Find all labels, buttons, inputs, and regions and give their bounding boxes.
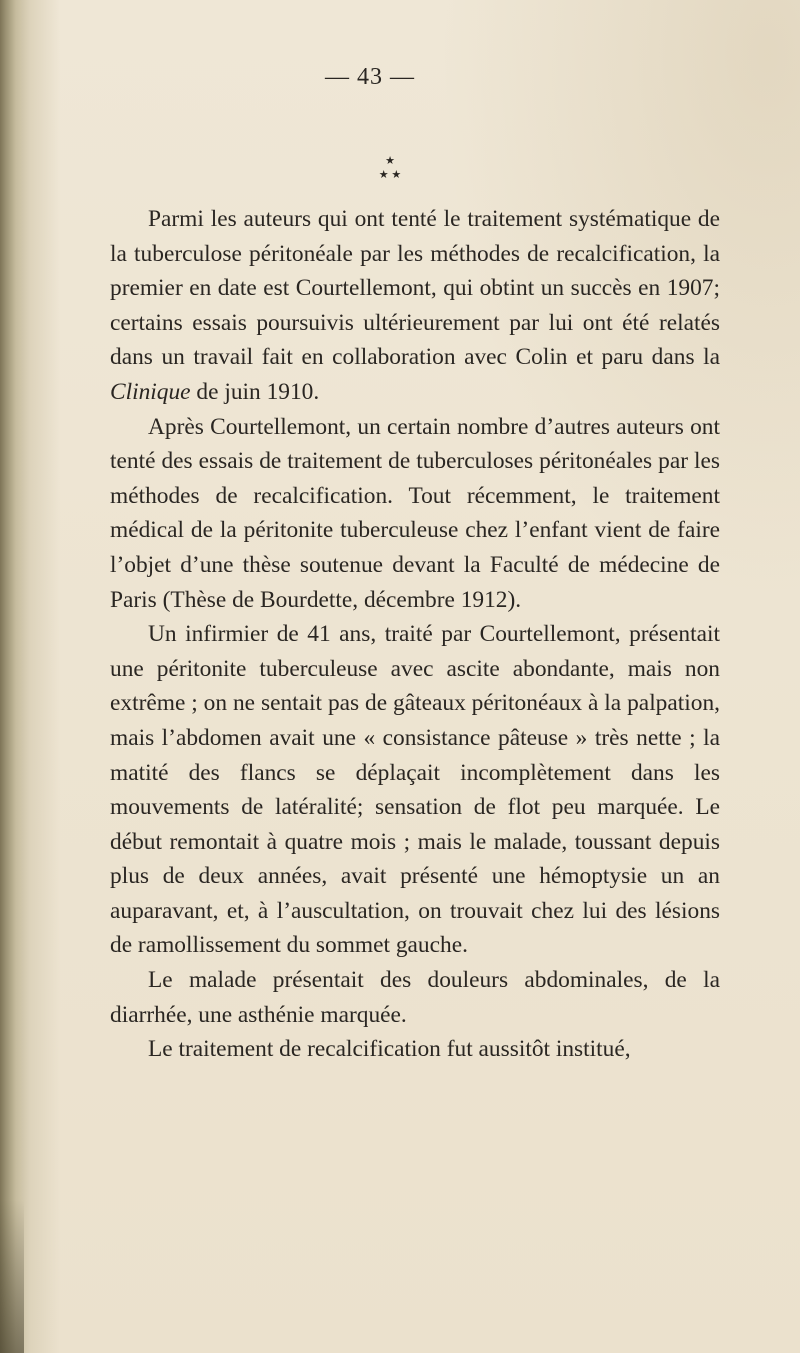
binding-shadow — [0, 0, 60, 1353]
paragraph-4: Le malade présentait des douleurs abdominales, de la diarrhée, une asthénie marquée. — [110, 967, 720, 1028]
paragraph-5: Le traitement de recalcification fut aussitôt institué, — [148, 1036, 631, 1063]
body-text — [110, 202, 720, 1067]
asterism-bottom: ★ ★ — [378, 169, 402, 181]
paragraph-1-tail: de juin 1910. — [190, 378, 320, 405]
page-number: — 43 — — [325, 64, 415, 90]
section-separator — [0, 154, 780, 182]
paragraph-1 — [110, 202, 720, 410]
journal-title: Clinique — [110, 378, 191, 405]
binding-shadow-bottom — [0, 1200, 24, 1353]
paragraph-3: Un infirmier de 41 ans, traité par Courtellemont, présentait une péritonite tuberculeuse avec ascite abondante, mais non extrême ; on ne sentait pas de gâteaux péritonéaux à la palpation, mais l’abdomen avait une « consistance pâteuse » très nette ; la matité des flancs se déplaçait incomplètement dans les mouvements de latéralité; sensation de flot peu marquée. Le début remontait à quatre mois ; mais le malade, toussant depuis plus de deux années, avait présenté une hémoptysie un an auparavant, et, à l’auscultation, on trouvait chez lui des lésions de ramollissement du sommet gauche. — [110, 621, 720, 959]
paragraph-1-text: Parmi les auteurs qui ont tenté le traitement systématique de la tuberculose péritonéale par les méthodes de recalcification, la premier en date est Courtellemont, qui obtint un succès en 1907; certains essais poursuivis ultérieurement par lui ont été relatés dans un travail fait en collaboration avec Colin et paru dans la — [110, 206, 720, 371]
paragraph-2: Après Courtellemont, un certain nombre d’autres auteurs ont tenté des essais de traitement de tuberculoses péritonéales par les méthodes de recalcification. Tout récemment, le traitement médical de la péritonite tuberculeuse chez l’enfant vient de faire l’objet d’une thèse soutenue devant la Faculté de médecine de Paris (Thèse de Bourdette, décembre 1912). — [110, 413, 720, 613]
asterism-top: ★ — [385, 155, 395, 167]
